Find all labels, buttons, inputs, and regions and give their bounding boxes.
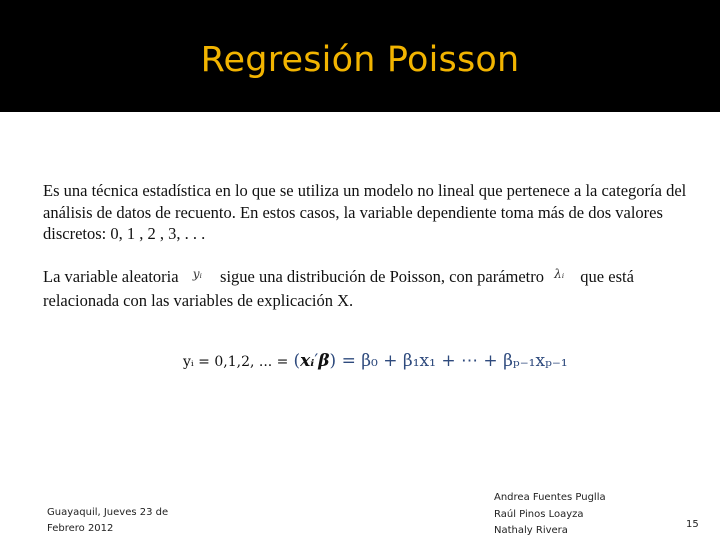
footer-date-line1: Guayaquil, Jueves 23 de <box>47 507 169 518</box>
symbol-y-i: yᵢ <box>192 267 202 281</box>
paragraph-distribution-part2: sigue una distribución de Poisson, con parámetro <box>220 267 545 286</box>
footer-date <box>47 505 187 537</box>
author-name: Andrea Fuentes Puglla <box>494 492 606 503</box>
author-name: Raúl Pinos Loayza <box>494 508 584 520</box>
formula-open-paren: ( <box>293 351 301 371</box>
formula-lhs: yᵢ = 0,1,2, ... = <box>183 354 289 370</box>
poisson-formula <box>183 351 568 371</box>
page-number: 15 <box>686 519 699 530</box>
paragraph-definition: Es una técnica estadística en lo que se utiliza un modelo no lineal que pertenece a la categoría del análisis de datos de recuento. En estos casos, la variable dependiente toma más de dos valores discretos: 0, 1 , 2 , 3, . . . <box>43 181 687 243</box>
slide-title: Regresión Poisson <box>200 40 520 80</box>
paragraph-distribution <box>43 266 693 311</box>
footer-authors <box>494 490 606 540</box>
formula-prime: ′ <box>314 351 319 371</box>
formula-x-i: xᵢ <box>300 351 315 371</box>
formula-close-paren: ) <box>329 351 337 371</box>
footer-date-line2: Febrero 2012 <box>47 523 114 534</box>
paragraph-distribution-part3: que está relacionada con las variables de explicación X. <box>43 267 634 310</box>
author-name: Nathaly Rivera <box>494 525 568 536</box>
title-band <box>0 0 720 112</box>
formula-rhs <box>294 351 568 371</box>
formula-beta: β <box>318 351 330 371</box>
formula-expansion: = β₀ + β₁x₁ + ⋯ + βₚ₋₁xₚ₋₁ <box>336 351 568 371</box>
symbol-lambda-i: λᵢ <box>554 267 565 281</box>
paragraph-distribution-part1: La variable aleatoria <box>43 267 179 286</box>
